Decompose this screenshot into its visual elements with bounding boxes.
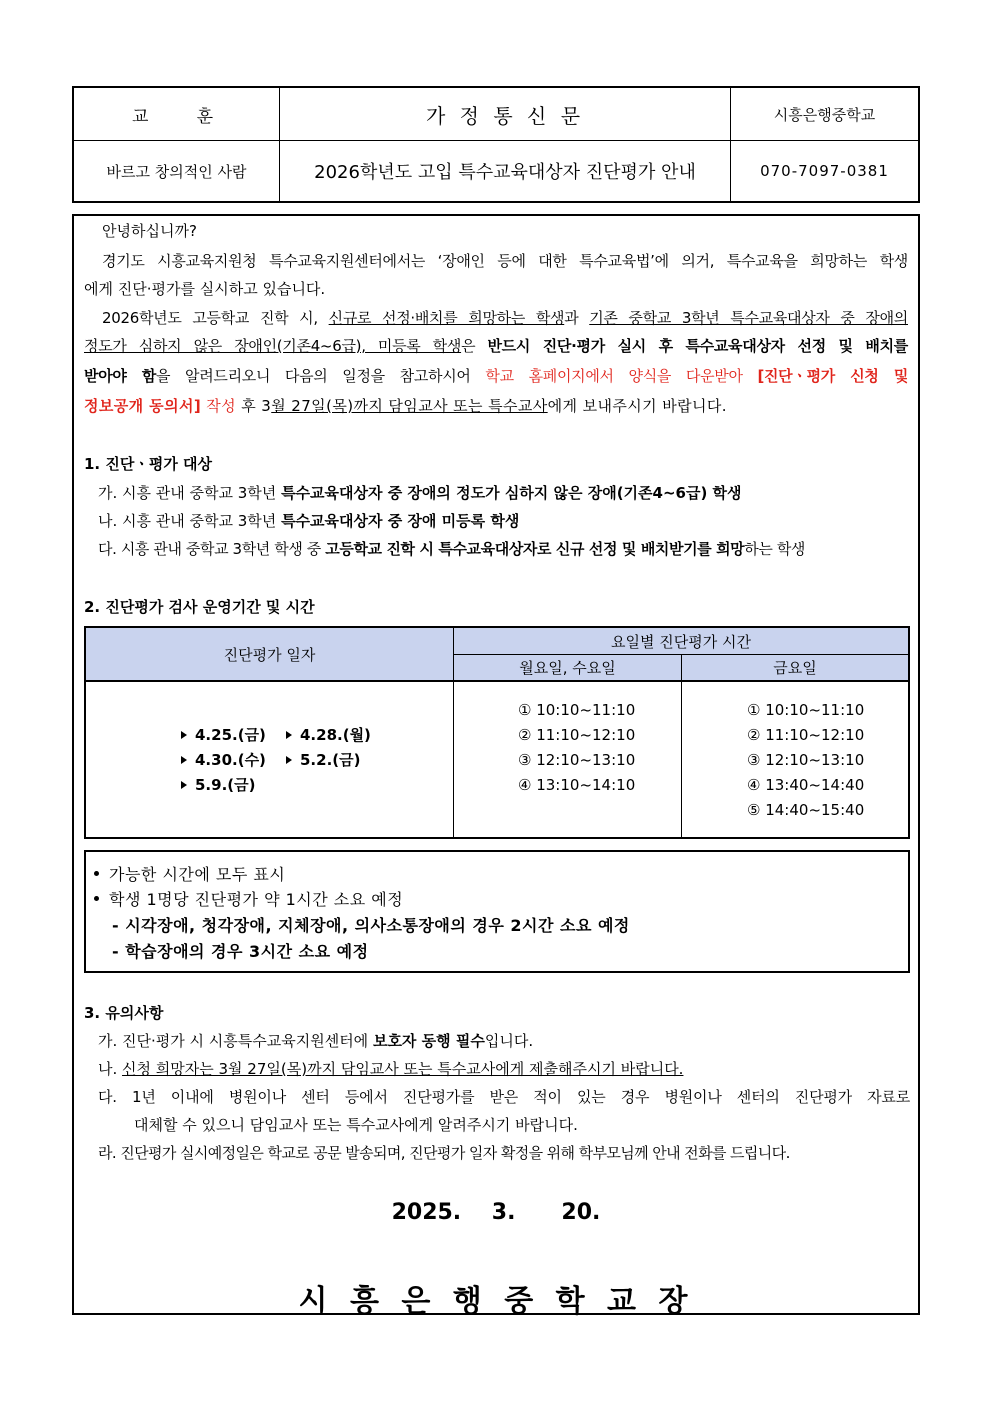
note-item: 가능한 시간에 모두 표시 <box>94 862 285 885</box>
section2-heading: 2. 진단평가 검사 운영기간 및 시간 <box>84 598 315 616</box>
exam-date: 5.2.(금) <box>286 749 360 770</box>
intro-p2-line1: 2026학년도 고등학교 진학 시, 신규로 선정·배치를 희망하는 학생과 기존 중학교 3학년 특수교육대상자 중 장애의 <box>102 309 908 327</box>
fri-slot: ③ 12:10~13:10 <box>747 751 865 769</box>
col-header-time: 요일별 진단평가 시간 <box>611 632 751 651</box>
motto-label: 교 훈 <box>131 106 222 127</box>
school-motto: 바르고 창의적인 사람 <box>106 162 247 181</box>
monwed-slot: ③ 12:10~13:10 <box>518 751 636 769</box>
fri-slot: ② 11:10~12:10 <box>747 726 865 744</box>
col-header-date: 진단평가 일자 <box>223 645 316 664</box>
section3-item-c-line2: 대체할 수 있으니 담임교사 또는 특수교사에게 알려주시기 바랍니다. <box>134 1116 578 1134</box>
school-phone: 070-7097-0381 <box>760 162 889 180</box>
intro-p2-line4: 정보공개 동의서] 작성 후 3월 27일(목)까지 담임교사 또는 특수교사에게 보내주시기 바랍니다. <box>84 397 727 415</box>
section1-item-b: 나. 시흥 관내 중학교 3학년 특수교육대상자 중 장애 미등록 학생 <box>98 512 520 530</box>
header-table <box>72 86 920 203</box>
exam-date: 5.9.(금) <box>181 774 255 795</box>
exam-date: 4.28.(월) <box>286 724 371 745</box>
intro-p2-line2: 정도가 심하지 않은 장애인(기존4~6급), 미등록 학생은 반드시 진단·평가 실시 후 특수교육대상자 선정 및 배치를 <box>84 337 908 355</box>
section3-item-a: 가. 진단·평가 시 시흥특수교육지원센터에 보호자 동행 필수입니다. <box>98 1032 534 1050</box>
section3-heading: 3. 유의사항 <box>84 1004 164 1022</box>
issue-date: 2025. 3. 20. <box>391 1200 601 1225</box>
section1-heading: 1. 진단ㆍ평가 대상 <box>84 455 213 473</box>
col-header-fri: 금요일 <box>773 659 817 677</box>
section3-item-c-line1: 다. 1년 이내에 병원이나 센터 등에서 진단평가를 받은 적이 있는 경우 병원이나 센터의 진단평가 자료로 <box>98 1088 910 1106</box>
notes-box <box>84 850 910 973</box>
note-sub-item: - 시각장애, 청각장애, 지체장애, 의사소통장애의 경우 2시간 소요 예정 <box>112 916 630 935</box>
document-title: 2026학년도 고입 특수교육대상자 진단평가 안내 <box>314 162 696 183</box>
fri-slot: ① 10:10~11:10 <box>747 701 865 719</box>
fri-slot: ④ 13:40~14:40 <box>747 776 865 794</box>
signer: 시 흥 은 행 중 학 교 장 <box>298 1284 694 1319</box>
section1-item-c: 다. 시흥 관내 중학교 3학년 학생 중 고등학교 진학 시 특수교육대상자로 신규 선정 및 배치받기를 희망하는 학생 <box>98 540 806 558</box>
greeting: 안녕하십니까? <box>102 222 197 240</box>
schedule-table <box>84 626 910 839</box>
school-name: 시흥은행중학교 <box>773 105 876 124</box>
col-header-monwed: 월요일, 수요일 <box>519 659 616 677</box>
intro-p2-line3: 받아야 함을 알려드리오니 다음의 일정을 참고하시어 학교 홈페이지에서 양식을 다운받아 [진단ㆍ평가 신청 및 <box>84 367 909 385</box>
exam-date: 4.25.(금) <box>181 724 266 745</box>
monwed-slot: ① 10:10~11:10 <box>518 701 636 719</box>
monwed-slot: ② 11:10~12:10 <box>518 726 636 744</box>
section3-item-d: 라. 진단평가 실시예정일은 학교로 공문 발송되며, 진단평가 일자 확정을 위해 학부모님께 안내 전화를 드립니다. <box>98 1144 790 1162</box>
note-item: 학생 1명당 진단평가 약 1시간 소요 예정 <box>94 887 403 910</box>
section3-item-b: 나. 신청 희망자는 3월 27일(목)까지 담임교사 또는 특수교사에게 제출해주시기 바랍니다. <box>98 1060 684 1078</box>
exam-date: 4.30.(수) <box>181 749 266 770</box>
intro-p1-line2: 에게 진단·평가를 실시하고 있습니다. <box>84 280 326 298</box>
document-type: 가 정 통 신 문 <box>425 103 585 128</box>
section1-item-a: 가. 시흥 관내 중학교 3학년 특수교육대상자 중 장애의 정도가 심하지 않은 장애(기존4~6급) 학생 <box>98 484 742 502</box>
intro-p1-line1: 경기도 시흥교육지원청 특수교육지원센터에서는 ‘장애인 등에 대한 특수교육법’에 의거, 특수교육을 희망하는 학생 <box>102 252 908 270</box>
note-sub-item: - 학습장애의 경우 3시간 소요 예정 <box>112 942 369 961</box>
fri-slot: ⑤ 14:40~15:40 <box>747 801 865 819</box>
monwed-slot: ④ 13:10~14:10 <box>518 776 636 794</box>
